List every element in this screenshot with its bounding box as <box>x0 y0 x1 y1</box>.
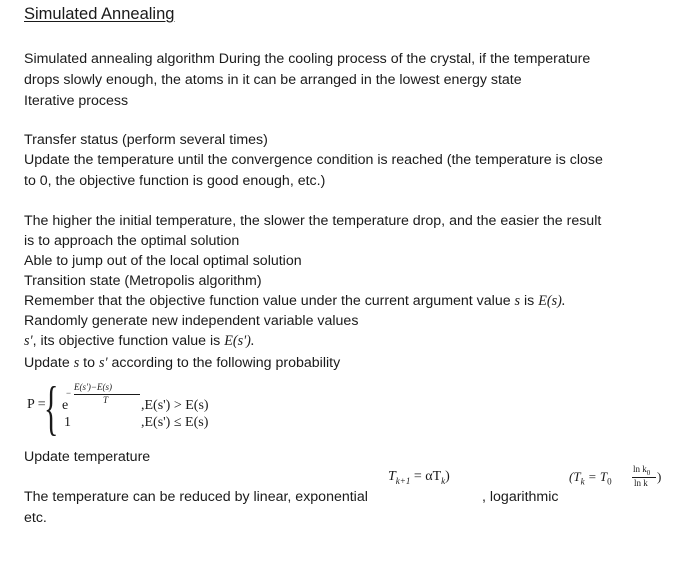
p3-line1: The higher the initial temperature, the slower the temperature drop, and the easier the result <box>24 213 602 229</box>
var-s: s <box>514 293 521 309</box>
p1-line2: drops slowly enough, the atoms in it can be arranged in the lowest energy state <box>24 72 522 88</box>
exp-T: T <box>388 469 396 484</box>
log-eq: = T <box>584 469 608 484</box>
log-numerator <box>633 464 650 477</box>
log-close: ) <box>657 469 662 484</box>
p2-line3: to 0, the objective function is good enough, etc.) <box>24 173 326 189</box>
p3-line6: Randomly generate new independent variable values <box>24 313 359 329</box>
p1-line1: Simulated annealing algorithm During the cooling process of the crystal, if the temperature <box>24 51 591 67</box>
p3-line4: Transition state (Metropolis algorithm) <box>24 273 262 289</box>
case2-value: 1 <box>64 415 71 430</box>
p3-line8 <box>24 353 340 373</box>
e-base: e <box>62 398 69 413</box>
p3-line8-post: according to the following probability <box>107 355 341 371</box>
var-s-2: s <box>73 355 80 371</box>
p3-line2: is to approach the optimal solution <box>24 233 240 249</box>
p3-line5-mid: is <box>520 293 539 309</box>
log-num: ln k <box>633 464 647 474</box>
logarithmic-label: , logarithmic <box>482 489 559 505</box>
update-line2: etc. <box>24 510 47 526</box>
exp-rhs-sub: k <box>441 475 446 486</box>
var-s-prime-2: s' <box>98 355 108 371</box>
log-denominator: ln k <box>634 478 648 488</box>
p3-line8-mid: to <box>79 355 99 371</box>
exp-numerator: E(s')−E(s) <box>74 382 112 392</box>
p3-line5-text: Remember that the objective function value under the current argument value <box>24 293 515 309</box>
update-heading: Update temperature <box>24 449 151 465</box>
formula-lhs: P = <box>27 397 46 412</box>
logarithmic-formula <box>569 469 612 487</box>
exponential-formula <box>388 469 450 486</box>
p1-line3: Iterative process <box>24 93 129 109</box>
case2-condition: ,E(s') ≤ E(s) <box>141 415 209 430</box>
var-s-prime: s' <box>24 333 33 349</box>
log-open: (T <box>569 469 581 484</box>
log-sub: k <box>580 476 585 487</box>
log-sub0: 0 <box>607 476 612 487</box>
document-page <box>24 0 676 567</box>
p2-line1: Transfer status (perform several times) <box>24 132 268 148</box>
energy-function-prime: E(s'). <box>224 333 255 349</box>
exp-rhs: = αT <box>410 469 442 484</box>
exp-denominator: T <box>103 395 109 405</box>
p2-line2: Update the temperature until the convergence condition is reached (the temperature is close <box>24 152 603 168</box>
p3-line5 <box>24 291 565 311</box>
exp-minus: − <box>66 388 72 398</box>
update-line1: The temperature can be reduced by linear, exponential <box>24 489 368 505</box>
p3-line3: Able to jump out of the local optimal solution <box>24 253 302 269</box>
p3-line7 <box>24 331 254 351</box>
page-title: Simulated Annealing <box>24 5 175 23</box>
exp-T-sub: k+1 <box>395 475 411 486</box>
p3-line7-mid: , its objective function value is <box>32 333 225 349</box>
log-num-sub: 0 <box>646 468 651 477</box>
p3-line8-pre: Update <box>24 355 74 371</box>
energy-function: E(s). <box>538 293 566 309</box>
formula-brace: { <box>44 375 59 441</box>
case1-condition: ,E(s') > E(s) <box>141 398 209 413</box>
exp-close-paren: ) <box>445 469 450 484</box>
